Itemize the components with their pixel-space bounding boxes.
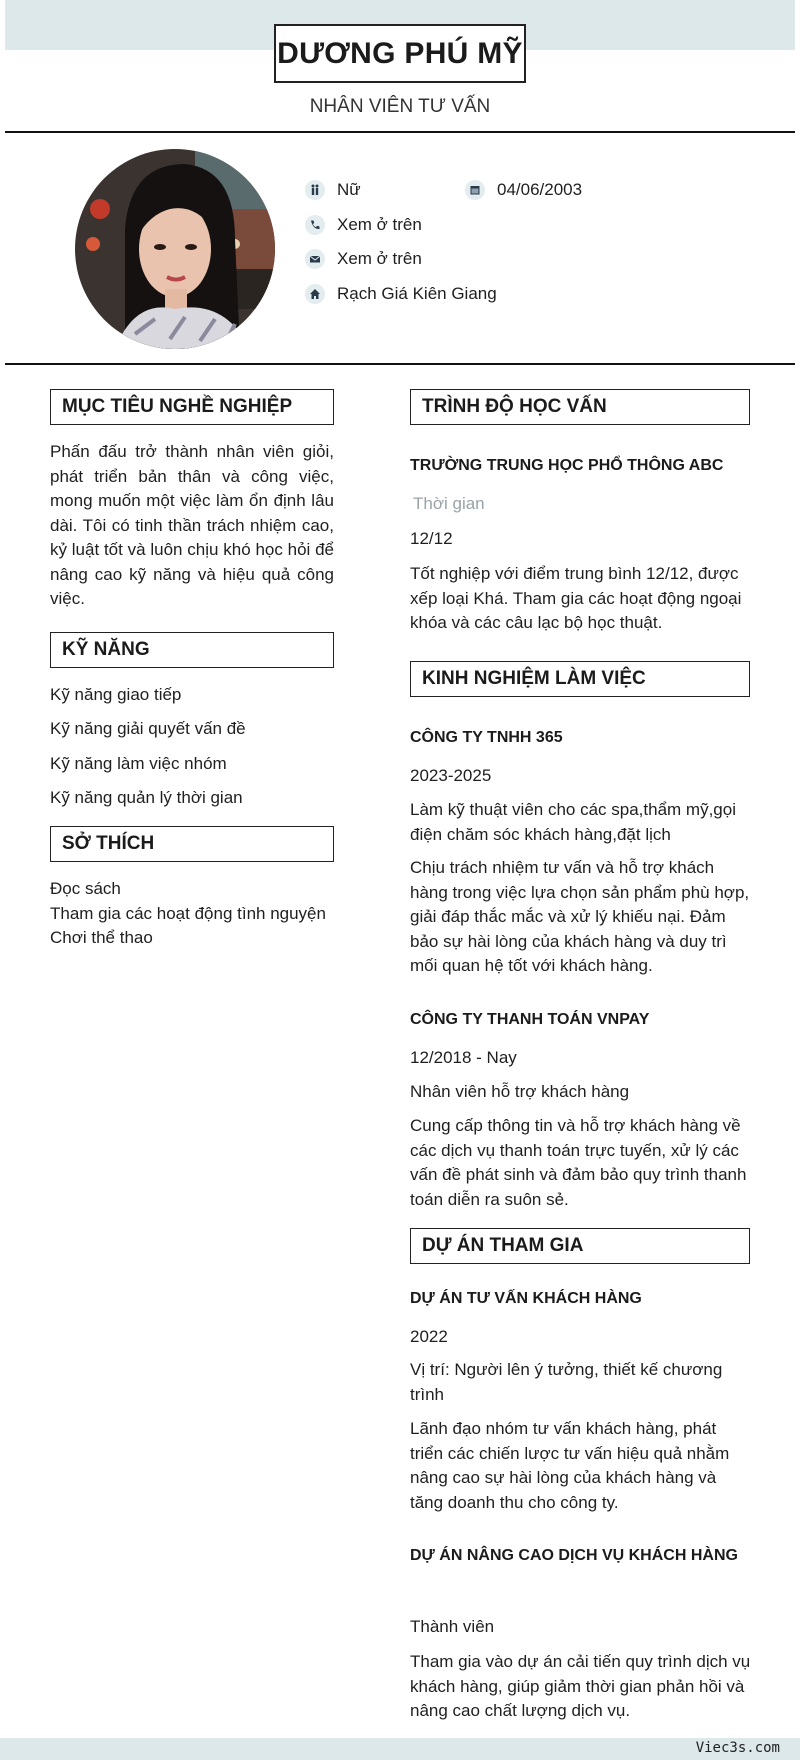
job-role: Làm kỹ thuật viên cho các spa,thẩm mỹ,gọi điện chăm sóc khách hàng,đặt lịch bbox=[410, 800, 736, 844]
skill-item: Kỹ năng quản lý thời gian bbox=[50, 788, 243, 807]
project-description: Tham gia vào dự án cải tiến quy trình dịch vụ khách hàng, giúp giảm thời gian phản hồi và nâng cao chất lượng dịch vụ. bbox=[410, 1652, 751, 1720]
projects-heading: DỰ ÁN THAM GIA bbox=[410, 1228, 750, 1264]
hobby-item: Chơi thể thao bbox=[50, 928, 153, 947]
footer-band bbox=[0, 1738, 800, 1760]
job-title: NHÂN VIÊN TƯ VẤN bbox=[309, 96, 491, 117]
project-name: DỰ ÁN TƯ VẤN KHÁCH HÀNG bbox=[410, 1290, 642, 1307]
project-name: DỰ ÁN NÂNG CAO DỊCH VỤ KHÁCH HÀNG bbox=[410, 1547, 738, 1564]
top-divider bbox=[5, 131, 795, 133]
gender-value: Nữ bbox=[337, 180, 361, 199]
hobby-item: Đọc sách bbox=[50, 879, 121, 898]
email-item bbox=[305, 249, 422, 269]
info-divider bbox=[5, 363, 795, 365]
education-grade: 12/12 bbox=[410, 529, 453, 548]
address-item bbox=[305, 284, 497, 304]
gender-item bbox=[305, 180, 361, 200]
phone-value: Xem ở trên bbox=[337, 215, 422, 234]
job-period: 2023-2025 bbox=[410, 766, 492, 785]
birthdate-item bbox=[465, 180, 582, 200]
project-role: Thành viên bbox=[410, 1617, 495, 1636]
project-year: 2022 bbox=[410, 1327, 448, 1346]
job-period: 12/2018 - Nay bbox=[410, 1048, 517, 1067]
address-value: Rạch Giá Kiên Giang bbox=[337, 284, 497, 303]
job-role: Nhân viên hỗ trợ khách hàng bbox=[410, 1082, 630, 1101]
hobbies-heading: SỞ THÍCH bbox=[50, 826, 334, 862]
skill-item: Kỹ năng giải quyết vấn đề bbox=[50, 719, 246, 738]
objective-text: Phấn đấu trở thành nhân viên giỏi, phát triển bản thân và công việc, mong muốn một việc làm ổn định lâu dài. Tôi có tinh thần trách nhiệm cao, kỷ luật tốt và luôn chịu khó học hỏi để nâng cao kỹ năng và hiệu quả công việc. bbox=[50, 442, 334, 608]
birthdate-value: 04/06/2003 bbox=[497, 180, 583, 199]
calendar-icon bbox=[465, 180, 485, 200]
school-name: TRƯỜNG TRUNG HỌC PHỔ THÔNG ABC bbox=[410, 457, 724, 474]
job-description: Cung cấp thông tin và hỗ trợ khách hàng về các dịch vụ thanh toán trực tuyến, xử lý các vấn đề phát sinh và đảm bảo quy trình thanh toán diễn ra suôn sẻ. bbox=[410, 1116, 747, 1209]
job-description: Chịu trách nhiệm tư vấn và hỗ trợ khách hàng trong việc lựa chọn sản phẩm phù hợp, giải đáp thắc mắc và xử lý khiếu nại. Đảm bảo sự hài lòng của khách hàng và duy trì mối quan hệ tốt với khách hàng. bbox=[410, 858, 750, 975]
objective-heading: MỤC TIÊU NGHỀ NGHIỆP bbox=[50, 389, 334, 425]
job-company: CÔNG TY TNHH 365 bbox=[410, 729, 563, 746]
skill-item: Kỹ năng giao tiếp bbox=[50, 685, 182, 704]
skills-heading: KỸ NĂNG bbox=[50, 632, 334, 668]
education-time: Thời gian bbox=[413, 494, 485, 513]
phone-item bbox=[305, 215, 422, 235]
home-icon bbox=[305, 284, 325, 304]
job-company: CÔNG TY THANH TOÁN VNPAY bbox=[410, 1011, 650, 1028]
candidate-name: DƯƠNG PHÚ MỸ bbox=[274, 24, 526, 83]
gender-icon bbox=[305, 180, 325, 200]
experience-heading: KINH NGHIỆM LÀM VIỆC bbox=[410, 661, 750, 697]
project-role: Vị trí: Người lên ý tưởng, thiết kế chương trình bbox=[410, 1360, 723, 1404]
education-description: Tốt nghiệp với điểm trung bình 12/12, được xếp loại Khá. Tham gia các hoạt động ngoại khóa và các câu lạc bộ học thuật. bbox=[410, 564, 742, 632]
watermark: Viec3s.com bbox=[695, 1740, 780, 1756]
phone-icon bbox=[305, 215, 325, 235]
hobby-item: Tham gia các hoạt động tình nguyện bbox=[50, 904, 326, 923]
avatar bbox=[75, 149, 275, 349]
mail-icon bbox=[305, 249, 325, 269]
education-heading: TRÌNH ĐỘ HỌC VẤN bbox=[410, 389, 750, 425]
email-value: Xem ở trên bbox=[337, 249, 422, 268]
skill-item: Kỹ năng làm việc nhóm bbox=[50, 754, 227, 773]
project-description: Lãnh đạo nhóm tư vấn khách hàng, phát triển các chiến lược tư vấn hiệu quả nhằm nâng cao sự hài lòng của khách hàng và tăng doanh thu cho công ty. bbox=[410, 1419, 730, 1512]
